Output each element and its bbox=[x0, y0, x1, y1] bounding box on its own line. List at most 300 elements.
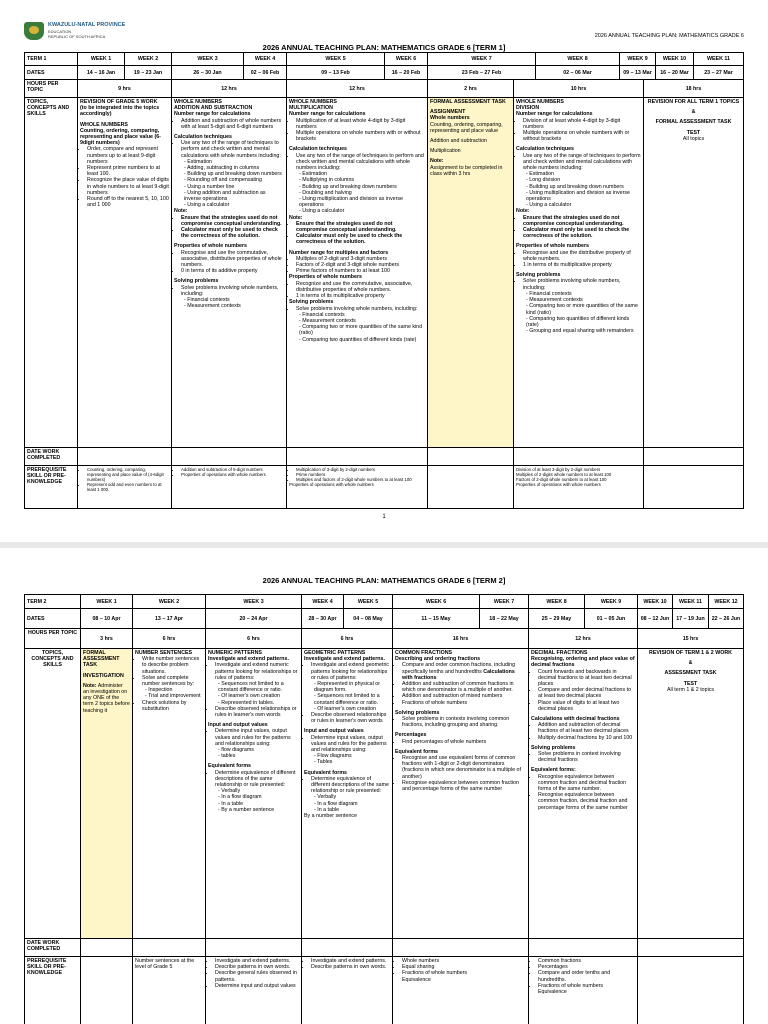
test-label: TEST bbox=[683, 680, 698, 687]
t1-revision-cell bbox=[77, 98, 171, 448]
list-item: • Multiply decimal fractions by 10 and 100 bbox=[538, 735, 635, 741]
revision-note: (to be integrated into the topics accordingly) bbox=[80, 105, 160, 118]
list-item: • Determine input values, output values and rules for the patterns and relationships using: bbox=[311, 735, 390, 754]
section-title: Number range for calculations bbox=[289, 111, 366, 118]
topics-label: TOPICS, CONCEPTS AND SKILLS bbox=[24, 649, 80, 939]
sub-item: - Tables bbox=[314, 759, 390, 765]
topic-heading: DECIMAL FRACTIONS bbox=[531, 650, 588, 656]
t1-hours-5: 10 hrs bbox=[513, 80, 643, 98]
prereq-cell bbox=[301, 957, 392, 1024]
list-item: • Addition and subtraction of common fractions in which one denominator is a multiple of another. bbox=[402, 681, 526, 693]
list-item: • Determine input values, output values and rules for the patterns and relationships using: bbox=[215, 728, 299, 747]
term1-title: 2026 ANNUAL TEACHING PLAN: MATHEMATICS GRADE 6 [TERM 1] bbox=[262, 43, 506, 52]
sub-item: - Estimation bbox=[299, 171, 425, 177]
list-item: • Factors of 2-digit and 3-digit whole numbers bbox=[296, 262, 425, 268]
sub-item: - Represented in physical or diagram form. bbox=[314, 681, 390, 693]
list-item: • Represent prime numbers to at least 100. bbox=[87, 165, 169, 177]
sub-item: - In a flow diagram bbox=[314, 801, 390, 807]
list-item: • Place value of digits to at least two decimal places bbox=[538, 700, 635, 712]
term2-table bbox=[24, 594, 744, 1024]
sub-item: - Building up and breaking down numbers bbox=[526, 184, 641, 190]
section-title: Equivalent forms bbox=[395, 748, 438, 755]
t2-hours-3: 6 hrs bbox=[205, 629, 301, 649]
date-work-label: DATE WORK COMPLETED bbox=[24, 939, 80, 957]
logo-province-name: KWAZULU-NATAL PROVINCE bbox=[48, 22, 126, 28]
list-item: • Solve problems involving whole numbers, including: bbox=[523, 278, 641, 290]
prereq-cell bbox=[637, 957, 744, 1024]
section-title: Solving problems bbox=[174, 278, 219, 285]
t2-week-5: WEEK 5 bbox=[343, 595, 392, 609]
t1-week-2: WEEK 2 bbox=[124, 53, 171, 66]
sub-item: - Of learner's own creation bbox=[218, 693, 299, 699]
t2-number-sentences-cell bbox=[132, 649, 205, 939]
section-title: Number range for calculations bbox=[174, 111, 251, 118]
prereq-text: Properties of operations with whole numbers bbox=[289, 482, 374, 487]
t1-addition-cell bbox=[171, 98, 286, 448]
list-item: • Order, compare and represent numbers up to at least 9-digit numbers bbox=[87, 146, 169, 165]
sub-item: - Trial and improvement bbox=[145, 693, 203, 699]
list-item: • Compare and order decimal fractions to at least two decimal places bbox=[538, 687, 635, 699]
sub-item: - In a flow diagram bbox=[218, 794, 299, 800]
prereq-text: Equivalence bbox=[402, 976, 431, 983]
t2-week-1: WEEK 1 bbox=[80, 595, 132, 609]
list-item: • Addition and subtraction of 5-digit numbers bbox=[181, 467, 284, 472]
t2-date-11: 17 – 19 Jun bbox=[672, 609, 708, 629]
term2-date-work-row bbox=[24, 938, 744, 957]
list-item: • Recognise equivalence between common fraction and decimal fraction forms of the same number. bbox=[538, 774, 635, 793]
t2-date-9: 01 – 05 Jun bbox=[584, 609, 637, 629]
note-title: Note: bbox=[430, 158, 444, 165]
t1-date-3: 26 – 30 Jan bbox=[171, 66, 243, 80]
date-work-cell[interactable] bbox=[132, 939, 205, 957]
t1-week-8: WEEK 8 bbox=[535, 53, 619, 66]
t1-date-9: 09 – 13 Mar bbox=[619, 66, 655, 80]
list-item: • Use any two of the range of techniques to perform and check written and mental calculations with whole numbers including: bbox=[296, 153, 425, 172]
t2-common-fractions-cell bbox=[392, 649, 528, 939]
list-item: • Recognize the place value of digits in whole numbers to at least 9-digit numbers bbox=[87, 177, 169, 196]
skill-heading: Counting, ordering, comparing, representing and place value (6-9digit numbers) bbox=[80, 127, 161, 147]
whole-numbers-label: Whole numbers bbox=[430, 115, 470, 122]
t1-hours-4: 2 hrs bbox=[427, 80, 513, 98]
t2-week-11: WEEK 11 bbox=[672, 595, 708, 609]
t1-hours-3: 12 hrs bbox=[286, 80, 427, 98]
t2-numeric-patterns-cell bbox=[205, 649, 301, 939]
t1-week-11: WEEK 11 bbox=[693, 53, 744, 66]
t1-division-cell bbox=[513, 98, 643, 448]
prereq-cell bbox=[132, 957, 205, 1024]
list-item: • Equal sharing bbox=[402, 964, 526, 970]
assessment-heading: FORMAL ASSESSMENT TASK bbox=[83, 650, 120, 669]
sub-item: - In a table bbox=[218, 801, 299, 807]
prereq-cell bbox=[80, 957, 132, 1024]
section-title: Properties of whole numbers bbox=[289, 274, 362, 281]
list-item: • Solve problems in contexts involving common fractions, including grouping and sharing. bbox=[402, 716, 526, 728]
topic-heading: NUMBER SENTENCES bbox=[135, 650, 193, 656]
prereq-text: Division of at least 3-digit by 2-digit numbers bbox=[516, 467, 601, 472]
sub-item: - Using a calculator bbox=[299, 208, 425, 214]
assessment-heading: FORMAL ASSESSMENT TASK bbox=[655, 119, 732, 126]
sub-item: - Using multiplication and division as inverse operations bbox=[299, 196, 425, 208]
list-item: • 1 in terms of its multiplicative property bbox=[523, 262, 641, 268]
list-item: • Describe patterns in own words. bbox=[215, 964, 299, 970]
t1-date-11: 23 – 27 Mar bbox=[693, 66, 744, 80]
list-item: • Solve problems involving whole numbers, including: bbox=[296, 306, 425, 312]
list-item: • Percentages bbox=[538, 964, 635, 970]
date-work-cell[interactable] bbox=[528, 939, 637, 957]
sub-item: - Financial contexts bbox=[299, 312, 425, 318]
prereq-text: Multiples of 2-digits whole numbers to at least 100 bbox=[516, 472, 612, 477]
hours-label: HOURS PER TOPIC bbox=[24, 629, 80, 649]
list-item: • Counting, ordering, comparing, representing and place value of (4-6digit numbers) bbox=[87, 467, 169, 482]
t1-hours-2: 12 hrs bbox=[171, 80, 286, 98]
list-item: • Calculator must only be used to check the correctness of the solution. bbox=[296, 233, 425, 245]
t1-date-7: 23 Feb – 27 Feb bbox=[427, 66, 535, 80]
sub-item: - Multiplying in columns bbox=[299, 177, 425, 183]
term1-topics-row bbox=[24, 97, 744, 448]
prereq-text: Properties of operations with whole numbers bbox=[516, 482, 601, 487]
section-title: Calculation techniques bbox=[516, 146, 574, 153]
list-item: • Ensure that the strategies used do not compromise conceptual understanding. bbox=[523, 215, 641, 227]
dates-label: DATES bbox=[24, 609, 80, 629]
t1-date-2: 19 – 23 Jan bbox=[124, 66, 171, 80]
prereq-cell bbox=[392, 957, 528, 1024]
revision-heading: REVISION FOR ALL TERM 1 TOPICS bbox=[647, 99, 740, 105]
t1-week-1: WEEK 1 bbox=[77, 53, 124, 66]
list-item: • Recognise equivalence between common fraction, decimal fraction and percentage forms of the same number bbox=[538, 792, 635, 811]
list-item: • Division of at least whole 4-digit by 3-digit numbers bbox=[523, 118, 641, 130]
t1-assessment-cell bbox=[427, 98, 513, 448]
prereq-text: Number sentences at the level of Grade 5 bbox=[135, 958, 195, 971]
sub-item: - tables bbox=[218, 753, 299, 759]
list-item: • Common fractions bbox=[538, 958, 635, 964]
logo-country-name: REPUBLIC OF SOUTH AFRICA bbox=[48, 34, 106, 39]
t2-revision-test-cell bbox=[637, 649, 744, 939]
sub-item: - Using multiplication and division as inverse operations bbox=[526, 190, 641, 202]
t2-week-9: WEEK 9 bbox=[584, 595, 637, 609]
ampersand: & bbox=[691, 109, 696, 116]
list-item-text: Compare and order common fractions, including specifically tenths and hundredths bbox=[402, 662, 516, 675]
t2-date-10: 08 – 12 Jun bbox=[637, 609, 672, 629]
sub-item: - Measurement contexts bbox=[184, 303, 284, 309]
list-item: • Fractions of whole numbers bbox=[402, 970, 526, 976]
list-item: • Describe observed relationships or rules in learner's own words bbox=[311, 712, 390, 724]
prereq-cell bbox=[528, 957, 637, 1024]
assessment-topic: Multiplication bbox=[430, 148, 461, 155]
t2-hours-7: 15 hrs bbox=[637, 629, 744, 649]
t2-geometric-patterns-cell bbox=[301, 649, 392, 939]
topic-heading: WHOLE NUMBERS bbox=[516, 99, 564, 105]
sub-item: - Doubling and halving bbox=[299, 190, 425, 196]
list-item: • Use any two of the range of techniques to perform and check written and mental calculations with whole numbers including: bbox=[523, 153, 641, 172]
prereq-text: Equivalence bbox=[538, 989, 567, 996]
t2-date-4: 28 – 30 Apr bbox=[301, 609, 343, 629]
list-item: • Multiples of 2-digit and 3-digit numbers bbox=[296, 256, 425, 262]
note-text: Assignment to be completed in class within 3 hrs bbox=[430, 164, 503, 177]
t1-hours-1: 9 hrs bbox=[77, 80, 171, 98]
t2-hours-2: 6 hrs bbox=[132, 629, 205, 649]
section-title: Percentages bbox=[395, 732, 427, 739]
assignment-label: ASSIGNMENT bbox=[430, 109, 466, 116]
t2-date-6: 11 – 15 May bbox=[392, 609, 479, 629]
sub-item: - Comparing two quantities of different kinds (rate) bbox=[299, 337, 425, 343]
list-item: • Compare and order tenths and hundredths. bbox=[538, 970, 635, 982]
all-topics-label: All term 1 & 2 topics bbox=[666, 686, 715, 693]
list-item: • Calculator must only be used to check the correctness of the solution. bbox=[181, 227, 284, 239]
hours-label: HOURS PER TOPIC bbox=[24, 80, 77, 98]
sub-item: - Using a number line bbox=[184, 184, 284, 190]
note-title: Note: bbox=[289, 214, 303, 221]
t2-hours-6: 12 hrs bbox=[528, 629, 637, 649]
sub-item: - Grouping and equal sharing with remainders bbox=[526, 328, 641, 334]
term1-hours-row bbox=[24, 79, 744, 98]
sub-item: - Financial contexts bbox=[526, 291, 641, 297]
list-item: • Solve and complete number sentences by: bbox=[142, 675, 203, 687]
list-item: • Ensure that the strategies used do not compromise conceptual understanding. bbox=[296, 221, 425, 233]
list-item: • Write number sentences to describe problem situations. bbox=[142, 656, 203, 675]
t2-investigation-cell bbox=[80, 649, 132, 939]
list-item: • Determine equivalence of different descriptions of the same relationship or rule presented: bbox=[215, 770, 299, 789]
kzn-education-logo bbox=[24, 22, 142, 40]
coat-of-arms-icon bbox=[24, 22, 44, 40]
document-page-term2 bbox=[0, 548, 768, 1024]
section-title: Investigate and extend patterns. bbox=[208, 656, 289, 663]
sub-item: - Financial contexts bbox=[184, 297, 284, 303]
sub-item: - Verbally bbox=[314, 794, 390, 800]
list-item: • Prime numbers bbox=[296, 472, 425, 477]
t1-date-6: 16 – 20 Feb bbox=[384, 66, 427, 80]
section-title: Solving problems bbox=[531, 744, 576, 751]
t2-week-6: WEEK 6 bbox=[392, 595, 479, 609]
list-item: • Determine input and output values bbox=[215, 983, 299, 989]
t1-week-7: WEEK 7 bbox=[427, 53, 535, 66]
note-title: Note: bbox=[83, 682, 97, 689]
list-item: • Multiples and factors of 2-digit whole numbers to at least 100 bbox=[296, 477, 425, 482]
prereq-cell bbox=[286, 466, 427, 508]
list-item: • Find percentages of whole numbers bbox=[402, 739, 526, 745]
t1-week-4: WEEK 4 bbox=[243, 53, 286, 66]
term2-prereq-row bbox=[24, 956, 744, 1024]
note-text: Administer an investigation on any ONE of the term 2 topics before teaching it bbox=[83, 682, 130, 714]
whole-numbers-heading: WHOLE NUMBERS bbox=[80, 121, 128, 128]
sub-item: - Measurement contexts bbox=[526, 297, 641, 303]
all-topics-label: All topics bbox=[682, 135, 705, 142]
sub-item: - Verbally bbox=[218, 788, 299, 794]
section-title: Investigate and extend patterns. bbox=[304, 656, 385, 663]
sub-item: - Long division bbox=[526, 177, 641, 183]
topic-heading: NUMERIC PATTERNS bbox=[208, 650, 262, 656]
t1-week-5: WEEK 5 bbox=[286, 53, 384, 66]
t2-hours-5: 16 hrs bbox=[392, 629, 528, 649]
term2-week-row bbox=[24, 594, 744, 609]
section-title: Input and output values bbox=[304, 728, 364, 735]
list-item: • Determine equivalence of different descriptions of the same relationship or rule presented: bbox=[311, 776, 390, 795]
topic-subheading: DIVISION bbox=[516, 105, 540, 112]
date-work-cell[interactable] bbox=[513, 448, 643, 466]
list-item: • Addition and subtraction of decimal fractions of at least two decimal places bbox=[538, 722, 635, 734]
section-title: Properties of whole numbers bbox=[174, 243, 247, 250]
list-item-bold: Calculations with fractions bbox=[402, 668, 515, 681]
sub-item: - flow diagrams bbox=[218, 747, 299, 753]
section-title: Equivalent forms bbox=[208, 763, 251, 770]
date-work-cell[interactable] bbox=[286, 448, 427, 466]
sub-item: - Estimation bbox=[526, 171, 641, 177]
topic-heading: WHOLE NUMBERS bbox=[289, 99, 337, 105]
section-title: Input and output values bbox=[208, 722, 268, 729]
list-item: • Prime factors of numbers to at least 100 bbox=[296, 268, 425, 274]
sub-item: - Sequences not limited to a constant difference or ratio. bbox=[218, 681, 299, 693]
t1-date-10: 16 – 20 Mar bbox=[655, 66, 693, 80]
term2-label: TERM 2 bbox=[24, 595, 80, 609]
t1-date-1: 14 – 16 Jan bbox=[77, 66, 124, 80]
assessment-topic: Addition and subtraction bbox=[430, 138, 487, 145]
list-item: • Count forwards and backwards in decimal fractions to at least two decimal places bbox=[538, 669, 635, 688]
t1-date-5: 09 – 13 Feb bbox=[286, 66, 384, 80]
list-item: • Recognise equivalence between common fraction and percentage forms of the same number bbox=[402, 780, 526, 792]
page-number: 1 bbox=[382, 514, 386, 520]
date-work-cell[interactable] bbox=[643, 448, 744, 466]
list-tail: By a number sentence bbox=[304, 813, 357, 820]
section-title: Solving problems bbox=[516, 272, 561, 279]
t2-date-7: 18 – 22 May bbox=[479, 609, 528, 629]
date-work-label: DATE WORK COMPLETED bbox=[24, 448, 77, 466]
list-item: • Fractions of whole numbers bbox=[538, 983, 635, 989]
section-title: Equivalent forms bbox=[304, 769, 347, 776]
prereq-cell bbox=[171, 466, 286, 508]
date-work-cell[interactable] bbox=[205, 939, 301, 957]
list-item: • Investigate and extend patterns. bbox=[215, 958, 299, 964]
list-item: • Multiple operations on whole numbers with or without brackets bbox=[296, 130, 425, 142]
section-title: Number range for calculations bbox=[516, 111, 593, 118]
logo-department-name: EDUCATION bbox=[48, 29, 72, 34]
list-item: • 0 in terms of its additive property bbox=[181, 268, 284, 274]
section-title: Recognising, ordering and place value of decimal fractions bbox=[531, 656, 635, 669]
section-title: Equivalent forms: bbox=[531, 767, 576, 774]
list-item: • Multiplication of 3-digit by 2-digit numbers bbox=[296, 467, 425, 472]
sub-item: - Flow diagrams bbox=[314, 753, 390, 759]
topic-heading: GEOMETRIC PATTERNS bbox=[304, 650, 366, 656]
list-item: • Use any two of the range of techniques to perform and check written and mental calculations with whole numbers including: bbox=[181, 140, 284, 159]
date-work-cell[interactable] bbox=[80, 939, 132, 957]
t1-hours-6: 18 hrs bbox=[643, 80, 744, 98]
topic-subheading: ADDITION AND SUBTRACTION bbox=[174, 105, 253, 112]
list-item: • Recognise and use the distributive property of whole numbers. bbox=[523, 250, 641, 262]
t1-week-6: WEEK 6 bbox=[384, 53, 427, 66]
t2-date-1: 08 – 10 Apr bbox=[80, 609, 132, 629]
sub-item: - Estimation bbox=[184, 159, 284, 165]
note-title: Note: bbox=[516, 208, 530, 215]
section-title: Number range for multiples and factors bbox=[289, 249, 389, 256]
date-work-cell[interactable] bbox=[637, 939, 744, 957]
list-item: • Calculator must only be used to check the correctness of the solution. bbox=[523, 227, 641, 239]
section-title: Properties of whole numbers bbox=[516, 243, 589, 250]
date-work-cell[interactable] bbox=[77, 448, 171, 466]
t1-week-10: WEEK 10 bbox=[655, 53, 693, 66]
sub-item: - Building up and breaking down numbers bbox=[299, 184, 425, 190]
term1-label: TERM 1 bbox=[24, 53, 77, 66]
list-item: • Solve problems in context involving decimal fractions bbox=[538, 751, 635, 763]
t2-week-7: WEEK 7 bbox=[479, 595, 528, 609]
test-label: TEST bbox=[686, 129, 701, 136]
revision-heading: REVISION OF GRADE 5 WORK bbox=[80, 99, 158, 105]
topics-label: TOPICS, CONCEPTS AND SKILLS bbox=[24, 98, 77, 448]
sub-item: - Rounding off and compensating bbox=[184, 177, 284, 183]
sub-item: - Using addition and subtraction as inverse operations bbox=[184, 190, 284, 202]
section-title: Calculations with decimal fractions bbox=[531, 716, 620, 723]
date-work-cell[interactable] bbox=[427, 448, 513, 466]
note-title: Note: bbox=[174, 208, 188, 215]
sub-item: - In a table bbox=[314, 807, 390, 813]
list-item: • Addition and subtraction of mixed numbers bbox=[402, 693, 526, 699]
sub-item: - Using a calculator bbox=[526, 202, 641, 208]
list-item: • Describe patterns in own words. bbox=[311, 964, 390, 970]
prereq-text: Factors of 2-digit whole numbers to at least 100 bbox=[516, 477, 607, 482]
running-header: 2026 ANNUAL TEACHING PLAN: MATHEMATICS GRADE 6 bbox=[594, 33, 744, 39]
sub-item: - Using a calculator bbox=[184, 202, 284, 208]
t1-week-9: WEEK 9 bbox=[619, 53, 655, 66]
t2-date-2: 13 – 17 Apr bbox=[132, 609, 205, 629]
t2-week-4: WEEK 4 bbox=[301, 595, 343, 609]
prereq-cell bbox=[513, 466, 643, 508]
assessment-heading: FORMAL ASSESSMENT TASK bbox=[430, 99, 506, 105]
list-item: • Multiple operations on whole numbers with or without brackets bbox=[523, 130, 641, 142]
list-item: • Recognize and use the commutative, associative, distributive properties of whole numbers. bbox=[296, 281, 425, 293]
assessment-topic: Counting, ordering, comparing, representing and place value bbox=[430, 121, 503, 134]
list-item: • Multiplication of at least whole 4-digit by 3-digit numbers bbox=[296, 118, 425, 130]
list-item: • Fractions of whole numbers bbox=[402, 700, 526, 706]
date-work-cell[interactable] bbox=[171, 448, 286, 466]
topic-heading: WHOLE NUMBERS bbox=[174, 99, 222, 105]
term2-hours-row bbox=[24, 628, 744, 649]
section-title: Describing and ordering fractions bbox=[395, 656, 481, 663]
t1-date-8: 02 – 06 Mar bbox=[535, 66, 619, 80]
t1-revision-test-cell bbox=[643, 98, 744, 448]
list-item: • Round off to the nearest 5, 10, 100 and 1 000 bbox=[87, 196, 169, 208]
list-item: • Addition and subtraction of whole numbers with at least 5-digit and 6-digit numbers bbox=[181, 118, 284, 130]
t2-date-12: 22 – 26 Jun bbox=[708, 609, 744, 629]
prereq-label: PREREQUISITE SKILL OR PRE-KNOWLEDGE bbox=[24, 466, 77, 508]
t2-hours-1: 3 hrs bbox=[80, 629, 132, 649]
date-work-cell[interactable] bbox=[392, 939, 528, 957]
date-work-cell[interactable] bbox=[301, 939, 392, 957]
t2-week-2: WEEK 2 bbox=[132, 595, 205, 609]
term2-title: 2026 ANNUAL TEACHING PLAN: MATHEMATICS GRADE 6 [TERM 2] bbox=[262, 576, 506, 585]
t1-week-3: WEEK 3 bbox=[171, 53, 243, 66]
sub-item: - By a number sentence bbox=[218, 807, 299, 813]
list-item: • Solve problems involving whole numbers, including: bbox=[181, 285, 284, 297]
section-title: Solving problems bbox=[289, 299, 334, 306]
term1-table bbox=[24, 52, 744, 508]
sub-item: - Inspection bbox=[145, 687, 203, 693]
t2-hours-4: 6 hrs bbox=[301, 629, 392, 649]
t2-week-10: WEEK 10 bbox=[637, 595, 672, 609]
dates-label: DATES bbox=[24, 66, 77, 80]
term1-prereq-row bbox=[24, 465, 744, 509]
prereq-label: PREREQUISITE SKILL OR PRE-KNOWLEDGE bbox=[24, 957, 80, 1024]
sub-item: - Comparing two quantities of different kinds (rate) bbox=[526, 316, 641, 328]
section-title: Solving problems bbox=[395, 709, 440, 716]
prereq-cell bbox=[77, 466, 171, 508]
sub-item: - Measurement contexts bbox=[299, 318, 425, 324]
prereq-cell bbox=[205, 957, 301, 1024]
list-item: • Represent odd and even numbers to at least 1 000. bbox=[87, 482, 169, 492]
sub-item: - Building up and breaking down numbers bbox=[184, 171, 284, 177]
list-item: • Recognise and use the commutative, associative, distributive properties of whole numbers. bbox=[181, 250, 284, 269]
t1-multiplication-cell bbox=[286, 98, 427, 448]
ampersand: & bbox=[688, 660, 693, 667]
list-item: • Properties of operations with whole numbers bbox=[181, 472, 284, 477]
t2-date-5: 04 – 08 May bbox=[343, 609, 392, 629]
list-item: • Investigate and extend patterns. bbox=[311, 958, 390, 964]
